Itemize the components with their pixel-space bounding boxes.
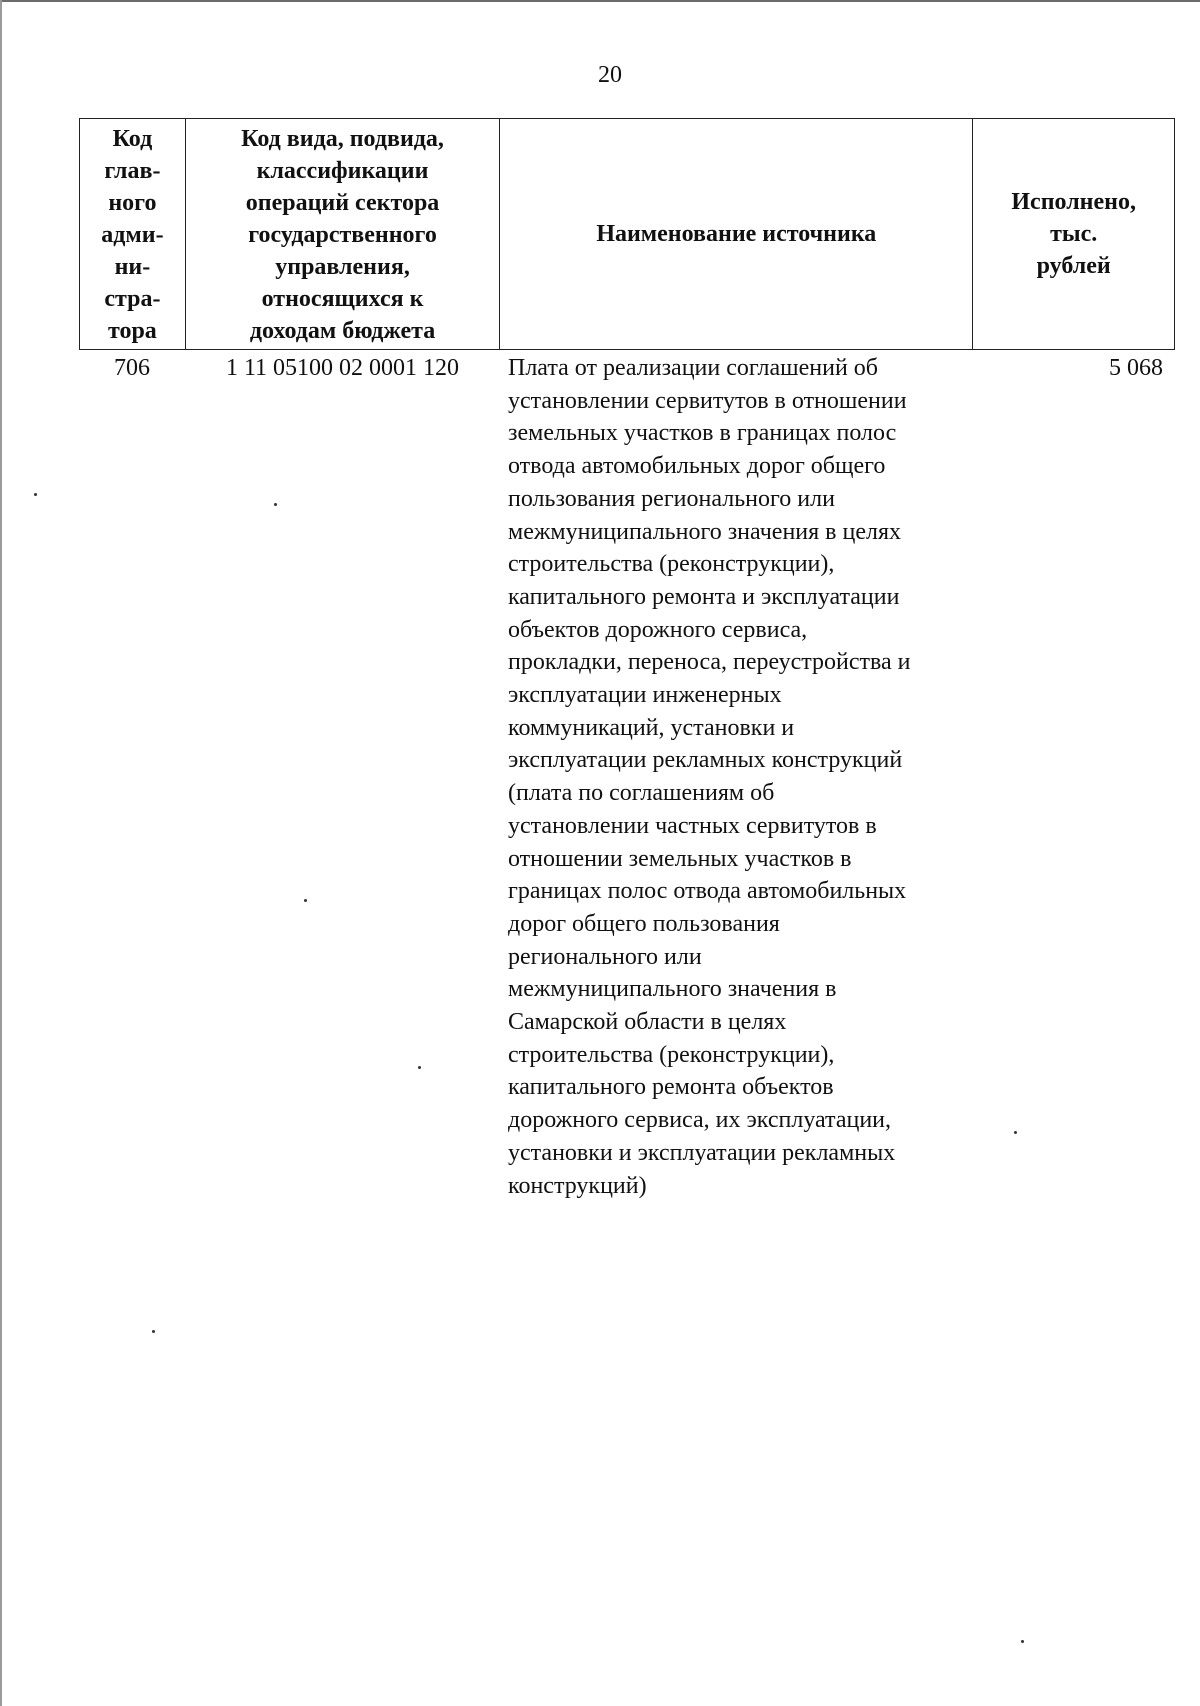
page-number: 20 <box>598 62 622 88</box>
description-line: эксплуатации инженерных <box>508 682 782 709</box>
description-line: Самарской области в целях <box>508 1009 787 1036</box>
description-line: эксплуатации рекламных конструкций <box>508 747 903 774</box>
scan-speck <box>1014 1131 1017 1134</box>
scan-edge-top <box>0 0 1200 2</box>
cell-executed-amount: 5 068 <box>1109 355 1163 381</box>
header-admin-code: Код глав- ного адми- ни- стра- тора <box>80 119 186 349</box>
description-line: установлении сервитутов в отношении <box>508 387 907 414</box>
cell-admin-code: 706 <box>114 355 150 381</box>
description-line: отвода автомобильных дорог общего <box>508 453 886 480</box>
scan-speck <box>274 503 277 506</box>
description-line: установлении частных сервитутов в <box>508 812 877 839</box>
description-line: пользования регионального или <box>508 485 835 512</box>
table-header-row <box>79 118 1175 350</box>
description-line: конструкций) <box>508 1172 647 1199</box>
description-line: коммуникаций, установки и <box>508 714 795 741</box>
description-line: Плата от реализации соглашений об <box>508 355 879 381</box>
description-line: регионального или <box>508 943 702 970</box>
header-executed-amount: Исполнено, тыс. рублей <box>1011 189 1136 279</box>
scan-speck <box>152 1330 155 1333</box>
description-line: дорожного сервиса, их эксплуатации, <box>508 1107 892 1134</box>
description-line: объектов дорожного сервиса, <box>508 616 808 643</box>
scan-speck <box>304 899 307 902</box>
description-line: межмуниципального значения в целях <box>508 518 902 545</box>
header-classification-code: Код вида, подвида, классификации операций сектора государственного управления, относящихся к доходам бюджета <box>186 119 500 349</box>
description-line: дорог общего пользования <box>508 910 780 937</box>
description-line: (плата по соглашениям об <box>508 780 775 807</box>
description-line: капитального ремонта объектов <box>508 1074 834 1101</box>
description-line: межмуниципального значения в <box>508 976 837 1003</box>
cell-classification-code: 1 11 05100 02 0001 120 <box>225 355 460 381</box>
description-line: границах полос отвода автомобильных <box>508 878 907 905</box>
cell-source-description <box>500 350 974 1202</box>
description-line: отношении земельных участков в <box>508 845 852 872</box>
description-line: земельных участков в границах полос <box>508 420 897 447</box>
description-line: капитального ремонта и эксплуатации <box>508 583 900 610</box>
scan-speck <box>418 1066 421 1069</box>
scan-edge-left <box>0 0 2 1706</box>
scan-speck <box>34 493 37 496</box>
header-source-name: Наименование источника <box>500 119 973 349</box>
scan-speck <box>1021 1640 1024 1643</box>
description-line: строительства (реконструкции), <box>508 1041 835 1068</box>
description-line: установки и эксплуатации рекламных <box>508 1139 896 1166</box>
table-row <box>79 350 1175 1202</box>
description-line: строительства (реконструкции), <box>508 551 835 578</box>
description-line: прокладки, переноса, переустройства и <box>508 649 911 676</box>
